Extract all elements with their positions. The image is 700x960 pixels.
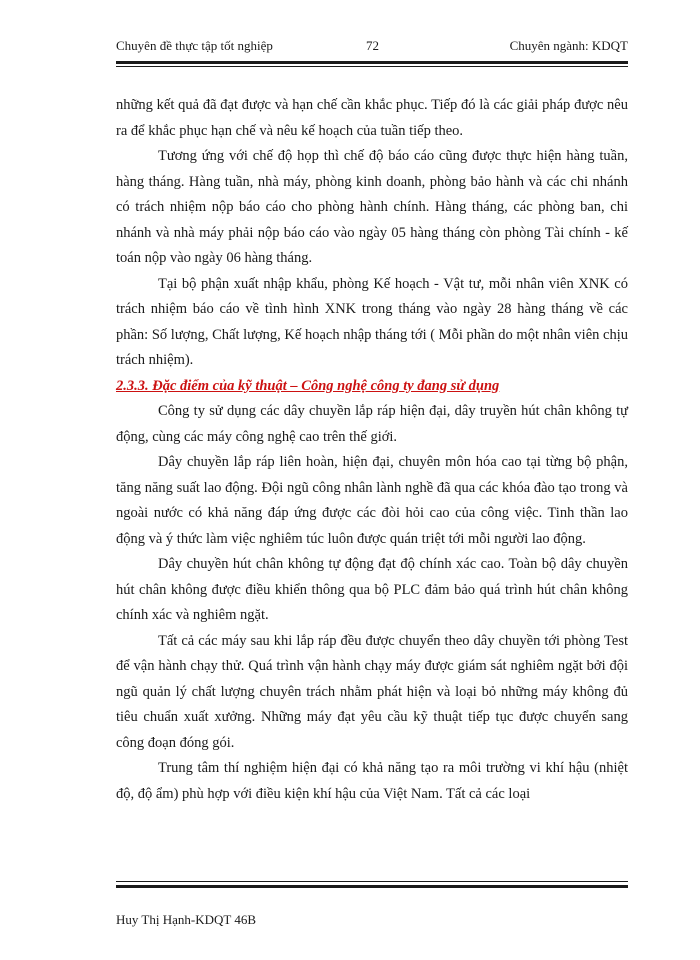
footer-author: Huy Thị Hạnh-KDQT 46B bbox=[116, 912, 256, 927]
page-footer bbox=[116, 912, 256, 928]
header-major: Chuyên ngành: KDQT bbox=[509, 38, 628, 53]
paragraph-8: Trung tâm thí nghiệm hiện đại có khả năng tạo ra môi trường vi khí hậu (nhiệt độ, độ ẩm) phù hợp với điều kiện khí hậu của Việt Nam. Tất cả các loại bbox=[116, 760, 628, 802]
paragraph-5: Dây chuyền lắp ráp liên hoàn, hiện đại, chuyên môn hóa cao tại từng bộ phận, tăng năng suất lao động. Đội ngũ công nhân lành nghề đã qua các khóa đào tạo trong và ngoài nước có khả năng đáp ứng được các đòi hỏi cao của công việc. Tinh thần lao động và ý thức làm việc nghiêm túc luôn được quán triệt tới mỗi người lao động. bbox=[116, 454, 628, 547]
header-document-title: Chuyên đề thực tập tốt nghiệp bbox=[116, 38, 273, 53]
header-rule-thick bbox=[116, 61, 628, 64]
paragraph-7: Tất cả các máy sau khi lắp ráp đều được chuyển theo dây chuyền tới phòng Test để vận hành chạy thử. Quá trình vận hành chạy máy được giám sát nghiêm ngặt bởi đội ngũ quản lý chất lượng chuyên trách nhằm phát hiện và loại bỏ những máy không đủ tiêu chuẩn xuất xưởng. Những máy đạt yêu cầu kỹ thuật tiếp tục được chuyển sang công đoạn đóng gói. bbox=[116, 632, 628, 751]
paragraph-3: Tại bộ phận xuất nhập khẩu, phòng Kế hoạch - Vật tư, mỗi nhân viên XNK có trách nhiệm báo cáo về tình hình XNK trong tháng vào ngày 28 hàng tháng về các phần: Số lượng, Chất lượng, Kế hoạch nhập tháng tới ( Mỗi phần do một nhân viên chịu trách nhiệm). bbox=[116, 275, 628, 368]
paragraph-6: Dây chuyền hút chân không tự động đạt độ chính xác cao. Toàn bộ dây chuyền hút chân không được điều khiển thông qua bộ PLC đảm bảo quá trình hút chân không chính xác và nghiêm ngặt. bbox=[116, 556, 628, 623]
header-page-number: 72 bbox=[366, 38, 379, 53]
footer-rule-thick bbox=[116, 885, 628, 888]
paragraph-1: những kết quả đã đạt được và hạn chế cần khắc phục. Tiếp đó là các giải pháp được nêu ra để khắc phục hạn chế và nêu kế hoạch của tuần tiếp theo. bbox=[116, 97, 628, 139]
footer-rule-thin bbox=[116, 881, 628, 882]
page-header bbox=[116, 38, 628, 58]
paragraph-4: Công ty sử dụng các dây chuyền lắp ráp hiện đại, dây truyền hút chân không tự động, cùng các máy công nghệ cao trên thế giới. bbox=[116, 403, 628, 445]
paragraph-2: Tương ứng với chế độ họp thì chế độ báo cáo cũng được thực hiện hàng tuần, hàng tháng. Hàng tuần, nhà máy, phòng kinh doanh, phòng bảo hành và các chi nhánh có trách nhiệm nộp báo cáo cho phòng hành chính. Hàng tháng, các phòng ban, chi nhánh và nhà máy phải nộp báo cáo vào ngày 05 hàng tháng còn phòng Tài chính - kế toán nộp vào ngày 06 hàng tháng. bbox=[116, 148, 628, 266]
page-body bbox=[116, 93, 628, 807]
section-heading: 2.3.3. Đặc điểm của kỹ thuật – Công nghệ công ty đang sử dụng bbox=[116, 377, 500, 394]
header-rule-thin bbox=[116, 66, 628, 67]
